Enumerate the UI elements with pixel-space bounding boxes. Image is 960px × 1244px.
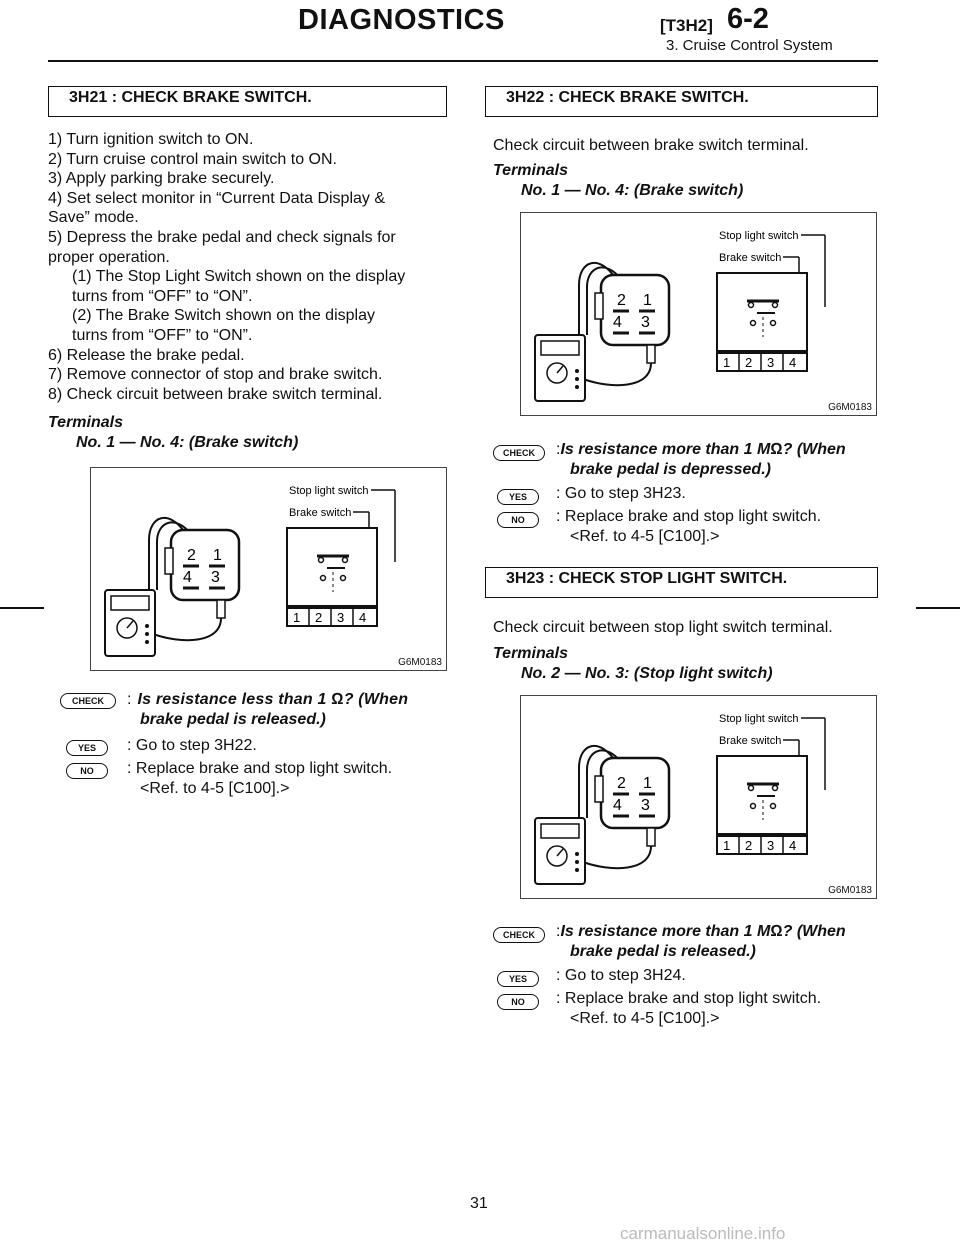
connector-body bbox=[601, 758, 669, 828]
page-number: 31 bbox=[470, 1195, 488, 1212]
switch-contact bbox=[771, 321, 776, 326]
terminals-label: Terminals bbox=[493, 645, 568, 662]
check-badge-icon: CHECK bbox=[493, 445, 545, 461]
sub-step: (2) The Brake Switch shown on the display bbox=[72, 307, 375, 325]
probe-tip bbox=[217, 600, 225, 618]
terminal-label: 4 bbox=[359, 610, 367, 625]
figure-caption: G6M0183 bbox=[398, 657, 442, 668]
multimeter-jack bbox=[575, 369, 579, 373]
switch-contact bbox=[771, 804, 776, 809]
multimeter-jack bbox=[575, 377, 579, 381]
check-badge-icon: CHECK bbox=[60, 693, 116, 709]
figure-brake-switch-circuit bbox=[90, 467, 447, 671]
connector-pin-label: 2 bbox=[617, 775, 626, 792]
left-procedure bbox=[48, 130, 448, 404]
yes-badge-icon: YES bbox=[497, 489, 539, 505]
yes-step-link[interactable]: 3H24 bbox=[643, 967, 682, 984]
terminal-label: 1 bbox=[723, 355, 731, 370]
switch-contact bbox=[749, 303, 754, 308]
header-title: DIAGNOSTICS bbox=[298, 4, 505, 36]
switch-contact bbox=[321, 576, 326, 581]
circuit-diagram bbox=[91, 468, 446, 670]
connector-latch bbox=[595, 776, 603, 802]
no-text: : Replace brake and stop light switch. bbox=[556, 508, 822, 525]
step-line: 4) Set select monitor in “Current Data Display & bbox=[48, 189, 386, 207]
terminals-label: Terminals bbox=[48, 414, 123, 431]
multimeter-jack bbox=[145, 632, 149, 636]
terminals-label: Terminals bbox=[493, 162, 568, 179]
yes-row bbox=[497, 968, 539, 988]
no-badge-icon: NO bbox=[66, 763, 108, 779]
header-rule bbox=[48, 60, 878, 62]
no-badge-icon: NO bbox=[497, 994, 539, 1010]
connector-pin-label: 2 bbox=[187, 547, 196, 564]
no-ref[interactable]: <Ref. to 4-5 [C100].> bbox=[570, 528, 720, 545]
check-question-cont: brake pedal is released.) bbox=[140, 711, 326, 728]
probe-tip bbox=[647, 345, 655, 363]
yes-text: : Go to step 3H24. bbox=[556, 967, 686, 984]
stop-light-switch-label: Stop light switch bbox=[719, 230, 799, 242]
step-line: 6) Release the brake pedal. bbox=[48, 346, 245, 364]
sub-step: (1) The Stop Light Switch shown on the display bbox=[72, 268, 406, 286]
figure-stop-light-switch-circuit bbox=[520, 695, 877, 899]
connector-pin-label: 3 bbox=[211, 569, 220, 586]
terminal-label: 2 bbox=[745, 838, 753, 853]
sub-step: turns from “OFF” to “ON”. bbox=[72, 287, 253, 305]
terminals-sub: No. 2 — No. 3: (Stop light switch) bbox=[521, 665, 773, 682]
header-subtitle: 3. Cruise Control System bbox=[666, 37, 833, 54]
figure-brake-switch-circuit bbox=[520, 212, 877, 416]
connector-body bbox=[601, 275, 669, 345]
yes-row bbox=[497, 486, 539, 506]
yes-badge-icon: YES bbox=[497, 971, 539, 987]
terminal-label: 4 bbox=[789, 355, 797, 370]
figure-caption: G6M0183 bbox=[828, 402, 872, 413]
yes-step-link[interactable]: 3H22 bbox=[214, 737, 253, 754]
yes-text: : Go to step 3H22. bbox=[127, 737, 257, 754]
check-badge-icon: CHECK bbox=[493, 927, 545, 943]
check-row bbox=[493, 924, 545, 944]
circuit-diagram bbox=[521, 213, 876, 415]
multimeter-display bbox=[111, 596, 149, 610]
no-row bbox=[497, 509, 539, 529]
no-row bbox=[66, 760, 108, 780]
connector-pin-label: 2 bbox=[617, 292, 626, 309]
no-badge-icon: NO bbox=[497, 512, 539, 528]
intro-3h22: Check circuit between brake switch terminal. bbox=[493, 137, 809, 154]
check-question: :Is resistance more than 1 MΩ? (When bbox=[556, 923, 846, 940]
brake-switch-label: Brake switch bbox=[719, 252, 782, 264]
terminal-label: 3 bbox=[337, 610, 345, 625]
yes-badge-icon: YES bbox=[66, 740, 108, 756]
check-question-cont: brake pedal is released.) bbox=[570, 943, 756, 960]
brake-switch-label: Brake switch bbox=[719, 735, 782, 747]
stop-light-switch-label: Stop light switch bbox=[289, 485, 369, 497]
header-code: [T3H2] bbox=[660, 16, 713, 35]
multimeter-jack bbox=[575, 385, 579, 389]
connector-latch bbox=[165, 548, 173, 574]
crop-mark-right bbox=[916, 607, 960, 609]
check-row bbox=[493, 442, 545, 462]
multimeter-jack bbox=[145, 640, 149, 644]
multimeter-jack bbox=[145, 624, 149, 628]
connector-pin-label: 1 bbox=[643, 292, 652, 309]
switch-contact bbox=[751, 804, 756, 809]
figure-caption: G6M0183 bbox=[828, 885, 872, 896]
no-text: : Replace brake and stop light switch. bbox=[127, 760, 393, 777]
yes-step-link[interactable]: 3H23 bbox=[643, 485, 682, 502]
terminal-label: 2 bbox=[745, 355, 753, 370]
step-line: 7) Remove connector of stop and brake switch. bbox=[48, 366, 383, 384]
switch-contact bbox=[343, 558, 348, 563]
switch-contact bbox=[749, 786, 754, 791]
step-line: 8) Check circuit between brake switch terminal. bbox=[48, 385, 383, 403]
switch-contact bbox=[773, 786, 778, 791]
crop-mark-left bbox=[0, 607, 44, 609]
test-lead-wire bbox=[583, 846, 651, 868]
step-line: 3) Apply parking brake securely. bbox=[48, 170, 275, 188]
yes-row bbox=[66, 737, 108, 757]
step-box-3h23: 3H23 : CHECK STOP LIGHT SWITCH. bbox=[485, 567, 878, 598]
connector-pin-label: 4 bbox=[613, 314, 622, 331]
multimeter-display bbox=[541, 341, 579, 355]
step-line: 2) Turn cruise control main switch to ON. bbox=[48, 150, 337, 168]
step-line: proper operation. bbox=[48, 248, 170, 266]
terminals-sub: No. 1 — No. 4: (Brake switch) bbox=[76, 434, 299, 451]
connector-pin-label: 1 bbox=[643, 775, 652, 792]
yes-text: : Go to step 3H23. bbox=[556, 485, 686, 502]
connector-pin-label: 3 bbox=[641, 314, 650, 331]
probe-tip bbox=[647, 828, 655, 846]
connector-pin-label: 4 bbox=[183, 569, 192, 586]
no-text: : Replace brake and stop light switch. bbox=[556, 990, 822, 1007]
brake-switch-label: Brake switch bbox=[289, 507, 352, 519]
multimeter-display bbox=[541, 824, 579, 838]
no-ref[interactable]: <Ref. to 4-5 [C100].> bbox=[140, 780, 290, 797]
check-question: :Is resistance more than 1 MΩ? (When bbox=[556, 441, 846, 458]
circuit-diagram bbox=[521, 696, 876, 898]
terminal-label: 4 bbox=[789, 838, 797, 853]
watermark: carmanualsonline.info bbox=[620, 1224, 786, 1243]
step-box-3h21: 3H21 : CHECK BRAKE SWITCH. bbox=[48, 86, 447, 117]
step-line: 1) Turn ignition switch to ON. bbox=[48, 131, 254, 148]
multimeter-jack bbox=[575, 868, 579, 872]
terminal-label: 1 bbox=[293, 610, 301, 625]
check-question-cont: brake pedal is depressed.) bbox=[570, 461, 771, 478]
terminal-label: 1 bbox=[723, 838, 731, 853]
switch-contact bbox=[773, 303, 778, 308]
switch-contact bbox=[319, 558, 324, 563]
connector-pin-label: 4 bbox=[613, 797, 622, 814]
connector-body bbox=[171, 530, 239, 600]
header-section: 6-2 bbox=[727, 3, 769, 35]
connector-latch bbox=[595, 293, 603, 319]
no-row bbox=[497, 991, 539, 1011]
connector-pin-label: 3 bbox=[641, 797, 650, 814]
intro-3h23: Check circuit between stop light switch terminal. bbox=[493, 619, 833, 636]
check-question: : Is resistance less than 1 Ω? (When bbox=[127, 691, 409, 708]
terminal-label: 3 bbox=[767, 838, 775, 853]
terminal-label: 2 bbox=[315, 610, 323, 625]
multimeter-jack bbox=[575, 852, 579, 856]
step-line: 5) Depress the brake pedal and check signals for bbox=[48, 228, 396, 246]
sub-step: turns from “OFF” to “ON”. bbox=[72, 326, 253, 344]
terminals-sub: No. 1 — No. 4: (Brake switch) bbox=[521, 182, 744, 199]
test-lead-wire bbox=[153, 618, 221, 640]
step-box-3h22: 3H22 : CHECK BRAKE SWITCH. bbox=[485, 86, 878, 117]
switch-contact bbox=[751, 321, 756, 326]
terminal-label: 3 bbox=[767, 355, 775, 370]
test-lead-wire bbox=[583, 363, 651, 385]
connector-pin-label: 1 bbox=[213, 547, 222, 564]
stop-light-switch-label: Stop light switch bbox=[719, 713, 799, 725]
step-line: Save” mode. bbox=[48, 209, 139, 227]
multimeter-jack bbox=[575, 860, 579, 864]
switch-contact bbox=[341, 576, 346, 581]
no-ref[interactable]: <Ref. to 4-5 [C100].> bbox=[570, 1010, 720, 1027]
